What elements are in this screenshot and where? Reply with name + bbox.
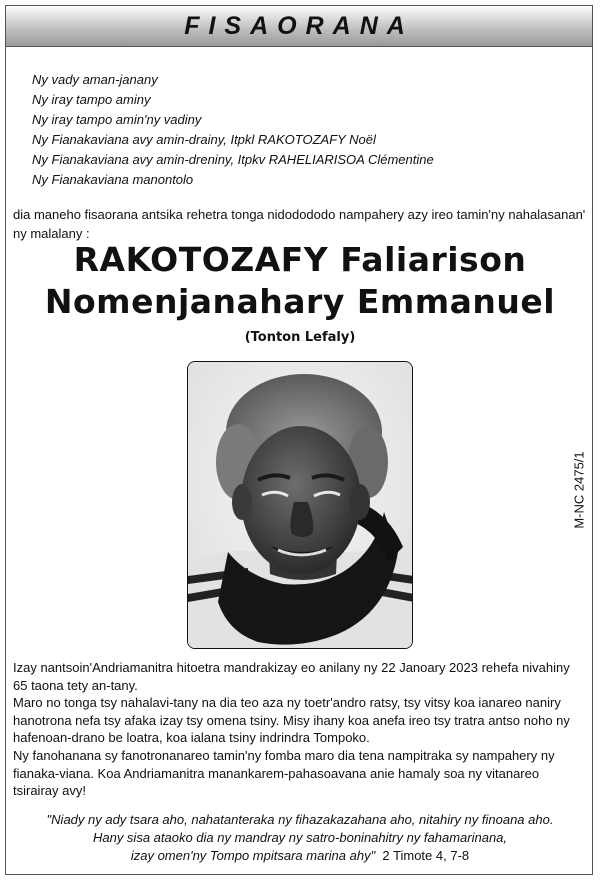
family-item: Ny Fianakaviana avy amin-dreniny, Itpkv RAHELIARISOA Clémentine — [32, 152, 434, 167]
verse-line: izay omen'ny Tompo mpitsara marina ahy" — [130, 848, 376, 863]
reference-code: M-NC 2475/1 — [571, 451, 587, 529]
intro-paragraph: dia maneho fisaorana antsika rehetra tonga nidodododo nampahery azy ireo tamin'ny nahalasanan' ny malalany : — [13, 207, 586, 241]
bible-verse — [0, 811, 600, 865]
family-item: Ny vady aman-janany — [32, 72, 158, 87]
page-title: FISAORANA — [184, 11, 414, 40]
family-list — [32, 70, 434, 190]
verse-citation: 2 Timote 4, 7-8 — [382, 848, 470, 863]
deceased-name-line2: Nomenjanahary Emmanuel — [44, 282, 556, 321]
family-item: Ny iray tampo amin'ny vadiny — [32, 112, 202, 127]
portrait-photo — [187, 361, 413, 649]
family-item: Ny Fianakaviana avy amin-drainy, Itpkl RAKOTOZAFY Noël — [32, 132, 376, 147]
deceased-name-line1: RAKOTOZAFY Faliarison — [73, 240, 527, 279]
body-paragraph: Izay nantsoin'Andriamanitra hitoetra mandrakizay eo anilany ny 22 Janoary 2023 rehefa nivahiny 65 taona tety an-tany. — [13, 660, 570, 693]
verse-line: Hany sisa ataoko dia ny mandray ny satro-boninahitry ny fahamarinana, — [92, 830, 508, 845]
body-text — [13, 659, 587, 800]
body-paragraph: Ny fanohanana sy fanotronanareo tamin'ny fomba maro dia tena nampitraka sy nampahery ny fianaka-viana. Koa Andriamanitra manankarem-pahasoavana anie hamaly soa ny vitanareo tsirairay avy! — [13, 747, 555, 799]
verse-line: "Niady ny ady tsara aho, nahatanteraka ny fihazakazahana aho, nitahiry ny finoana aho. — [46, 812, 554, 827]
family-item: Ny Fianakaviana manontolo — [32, 172, 194, 187]
verse-line-last — [0, 847, 600, 865]
family-item: Ny iray tampo aminy — [32, 92, 151, 107]
deceased-nickname: (Tonton Lefaly) — [244, 330, 356, 345]
body-paragraph: Maro no tonga tsy nahalavi-tany na dia teo aza ny toetr'andro ratsy, tsy vitsy koa ianareo naniry hanotrona nefa tsy afaka izay tsy omena tsiny. Misy ihany koa anefa ireo tsy tratra antso noho ny hafenoan-drano be loatra, koa ialana tsiny indrindra Tompoko. — [13, 695, 570, 746]
header-bar — [5, 5, 593, 47]
